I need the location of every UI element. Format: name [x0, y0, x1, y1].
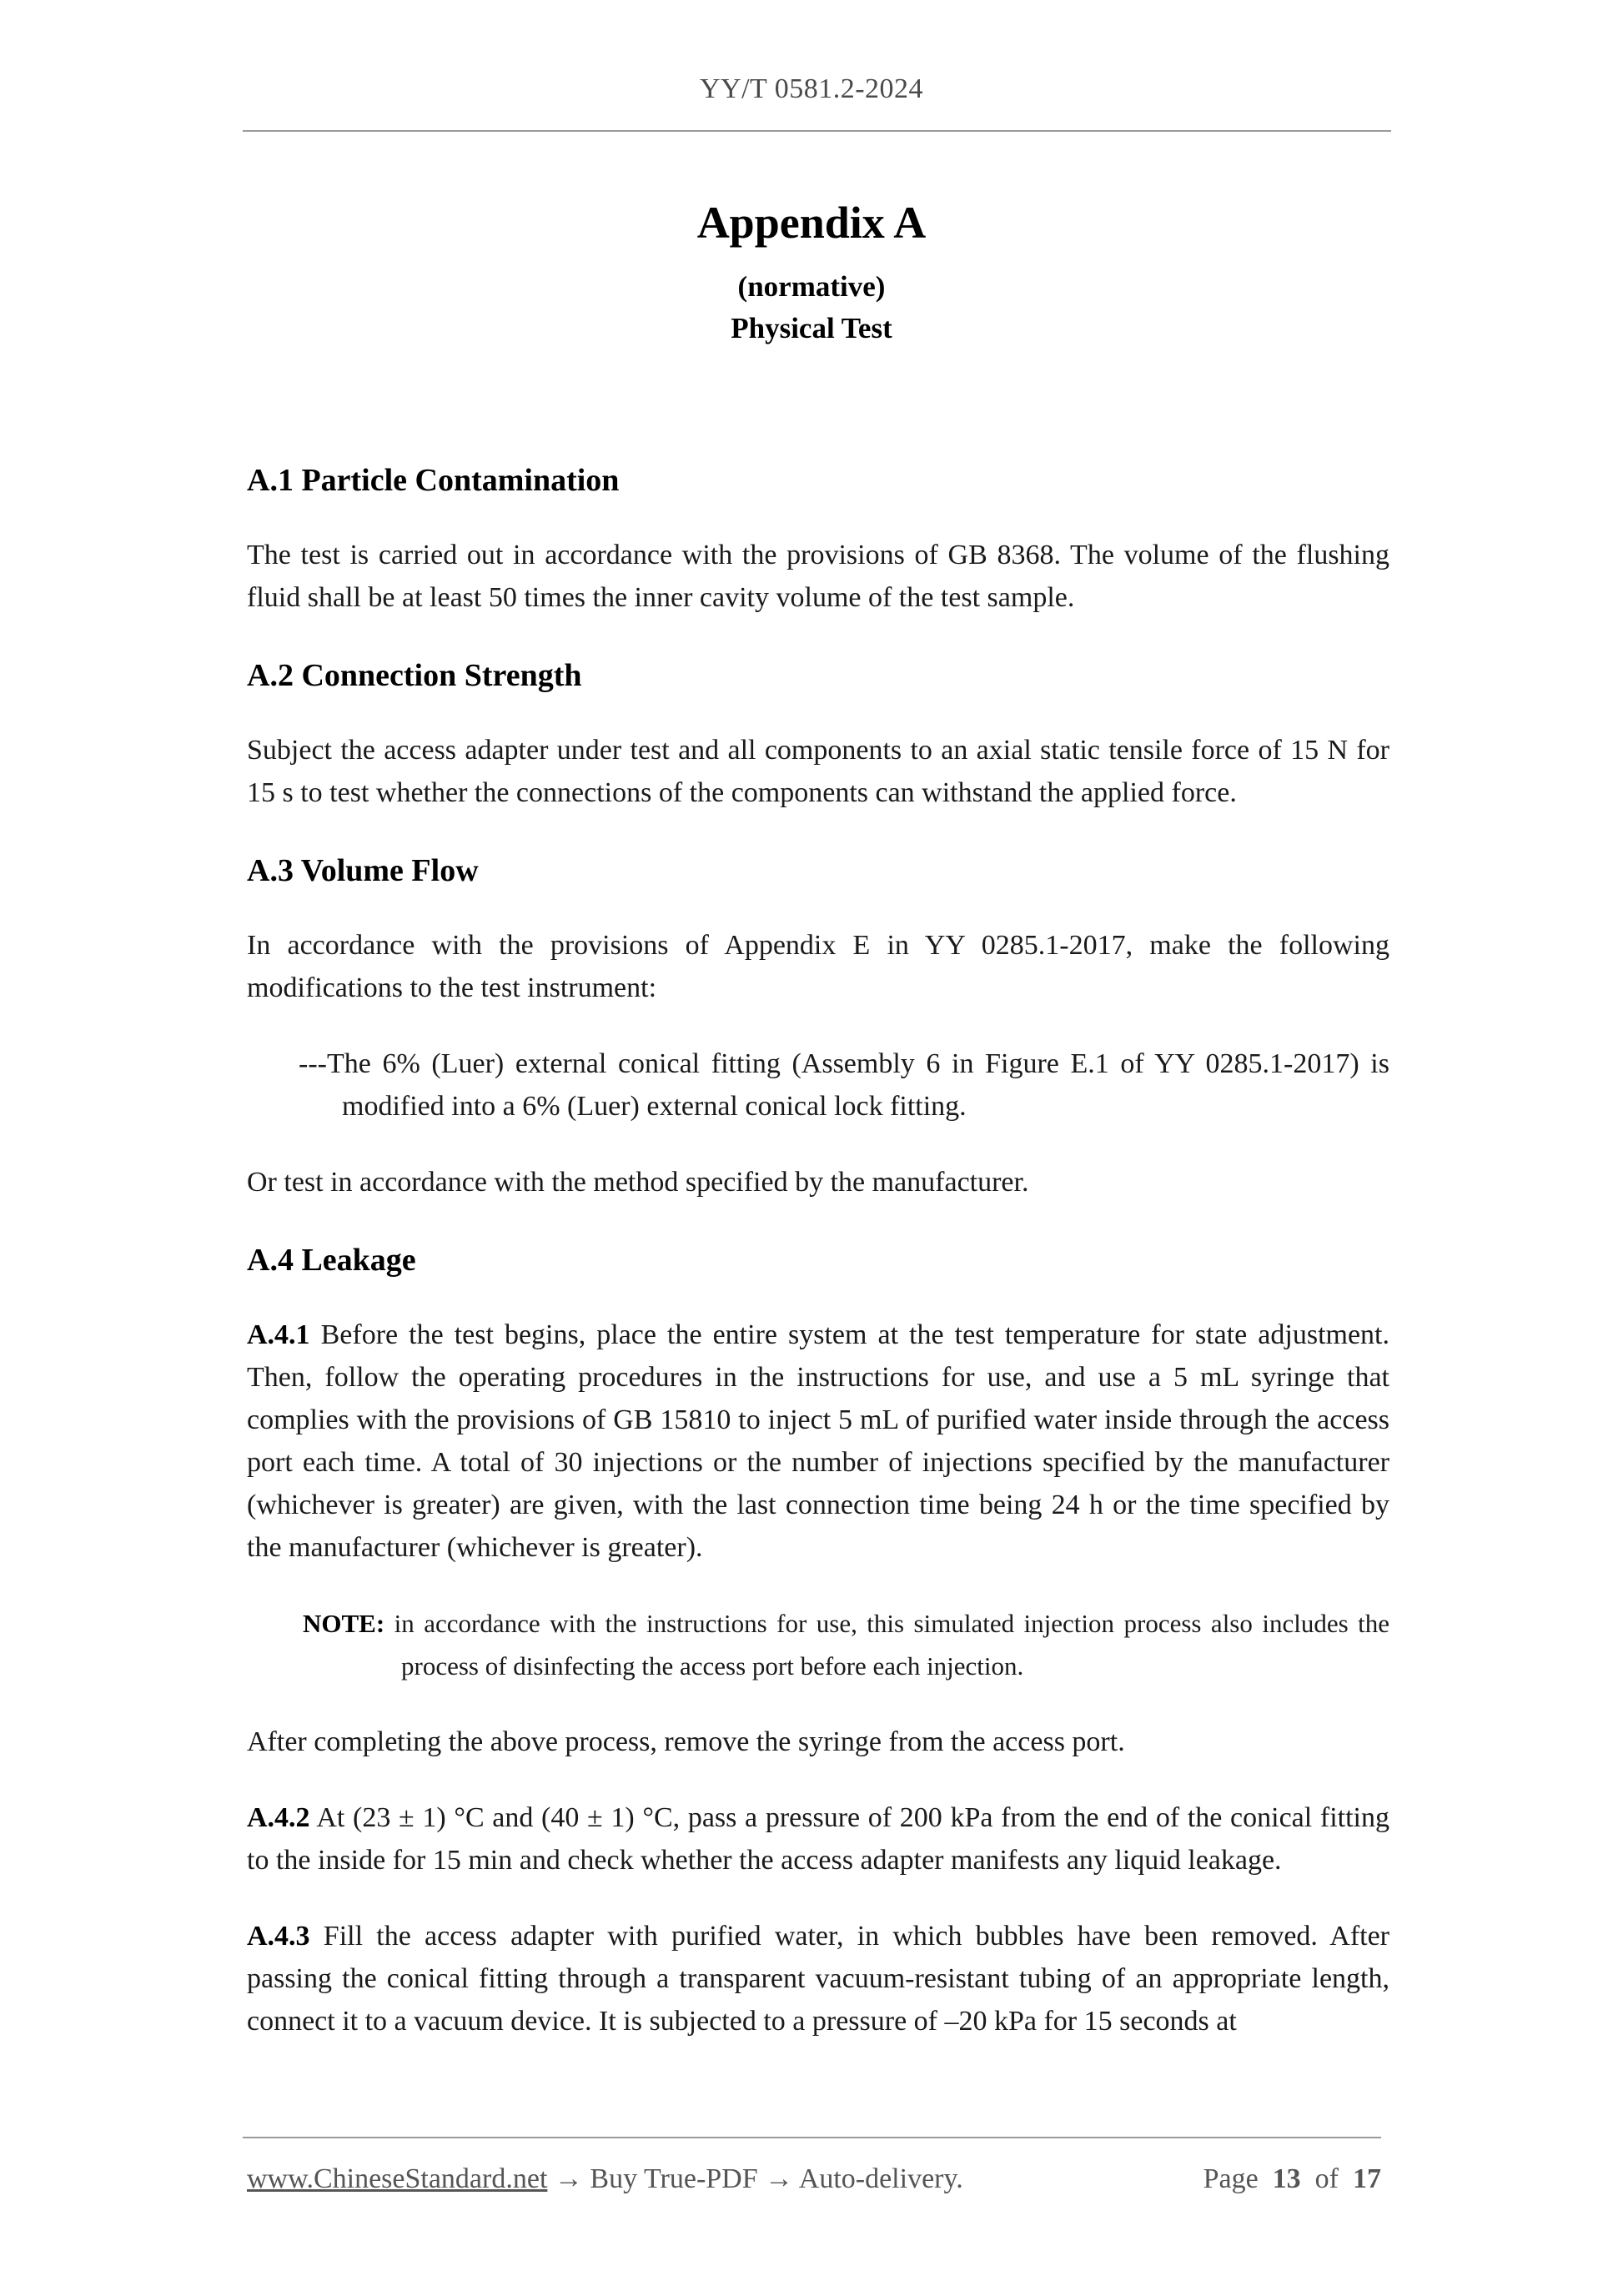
buy-true-pdf-text: Buy True-PDF: [590, 2163, 758, 2194]
note-block: [247, 1602, 1389, 1687]
document-body: [247, 457, 1389, 2076]
clause-a42: [247, 1796, 1389, 1882]
arrow-right-icon: →: [765, 2163, 794, 2194]
appendix-status: (normative): [737, 270, 886, 303]
section-a4-after-text: After completing the above process, remove the syringe from the access port.: [247, 1726, 1125, 1757]
section-a3-list-item: ---The 6% (Luer) external conical fitting (Assembly 6 in Figure E.1 of YY 0285.1-2017) is modified into a 6% (Luer) external conical lock fitting.: [299, 1048, 1389, 1122]
appendix-title: Appendix A: [696, 198, 927, 248]
page-total: 17: [1353, 2163, 1381, 2194]
section-a2-text: Subject the access adapter under test and all components to an axial static tensile force of 15 N for 15 s to test whether the connections of the components can withstand the applied force.: [247, 735, 1389, 808]
arrow-right-icon: →: [554, 2163, 583, 2194]
page-current: 13: [1272, 2163, 1301, 2194]
appendix-subtitle: Physical Test: [731, 312, 892, 344]
header-divider: [243, 130, 1391, 132]
clause-a42-label: A.4.2: [247, 1802, 310, 1833]
footer-divider: [243, 2137, 1381, 2138]
running-header-code: YY/T 0581.2-2024: [699, 73, 924, 104]
note-label: NOTE:: [303, 1609, 385, 1638]
page-number: [1203, 2163, 1381, 2195]
clause-a41-text: Before the test begins, place the entire system at the test temperature for state adjustment. Then, follow the operating procedures in the instructions for use, and use a 5 mL syringe that complies with the provisions of GB 15810 to inject 5 mL of purified water inside through the access port each time. A total of 30 injections or the number of injections specified by the manufacturer (whichever is greater) are given, with the last connection time being 24 h or the time specified by the manufacturer (whichever is greater).: [247, 1319, 1389, 1563]
section-a3-alt-text: Or test in accordance with the method specified by the manufacturer.: [247, 1167, 1029, 1198]
section-heading-a4: A.4 Leakage: [247, 1243, 416, 1278]
clause-a43-text: Fill the access adapter with purified water, in which bubbles have been removed. After passing the conical fitting through a transparent vacuum-resistant tubing of an appropriate length, connect it to a vacuum device. It is subjected to a pressure of –20 kPa for 15 seconds at: [247, 1921, 1390, 2037]
site-link[interactable]: www.ChineseStandard.net: [247, 2163, 548, 2194]
note-text: in accordance with the instructions for use, this simulated injection process also includes the process of disinfecting the access port before each injection.: [394, 1609, 1389, 1681]
footer-promo: [247, 2163, 963, 2195]
clause-a43-label: A.4.3: [247, 1921, 310, 1952]
section-a3-text: In accordance with the provisions of Appendix E in YY 0285.1-2017, make the following modifications to the test instrument:: [247, 930, 1389, 1003]
section-heading-a3: A.3 Volume Flow: [247, 853, 479, 888]
page-word: Page: [1203, 2163, 1259, 2194]
section-heading-a2: A.2 Connection Strength: [247, 658, 582, 693]
section-heading-a1: A.1 Particle Contamination: [247, 463, 620, 498]
clause-a41-label: A.4.1: [247, 1319, 310, 1350]
clause-a43: [247, 1915, 1389, 2042]
of-word: of: [1314, 2163, 1339, 2194]
clause-a42-text: At (23 ± 1) °C and (40 ± 1) °C, pass a pressure of 200 kPa from the end of the conical fitting to the inside for 15 min and check whether the access adapter manifests any liquid leakage.: [247, 1802, 1389, 1876]
auto-delivery-text: Auto-delivery.: [798, 2163, 963, 2194]
clause-a41: [247, 1314, 1389, 1569]
section-a1-text: The test is carried out in accordance with the provisions of GB 8368. The volume of the flushing fluid shall be at least 50 times the inner cavity volume of the test sample.: [247, 540, 1389, 613]
